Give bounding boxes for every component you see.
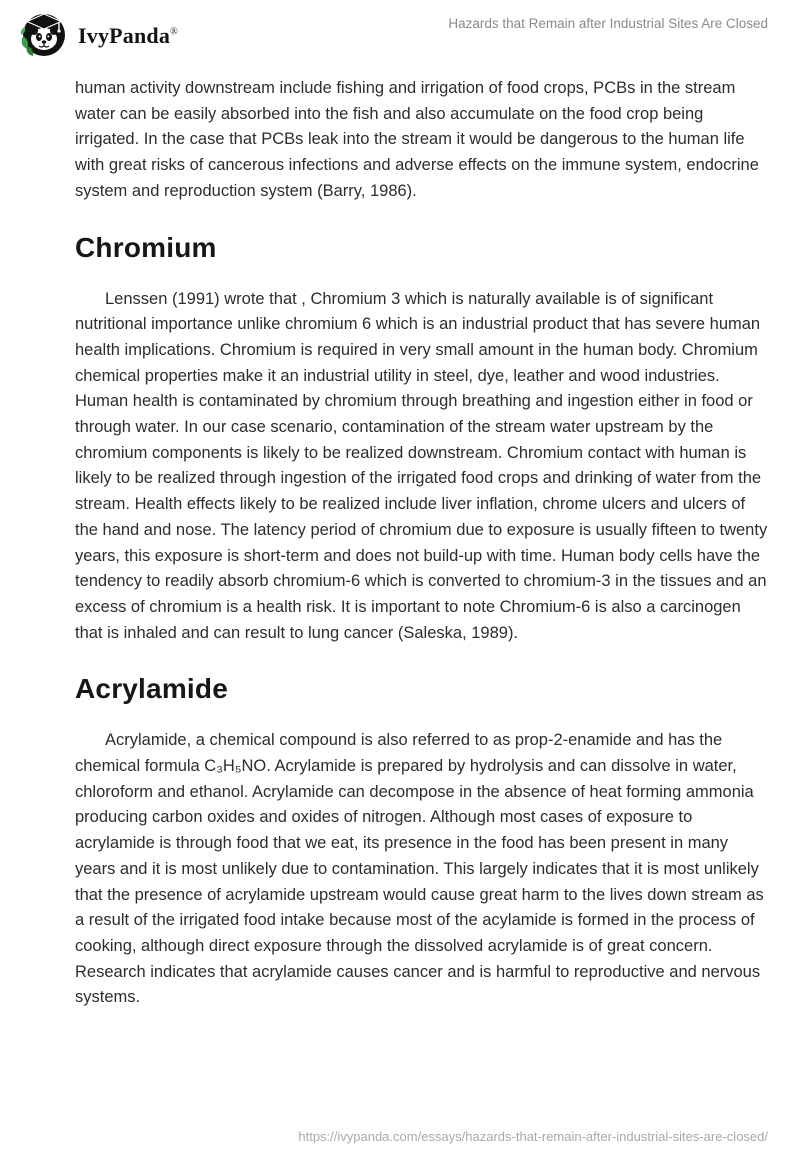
paragraph-acrylamide: Acrylamide, a chemical compound is also referred to as prop-2-enamide and has the chemical formula C₃H₅NO. Acrylamide is prepared by hydrolysis and can dissolve in water, chloroform and ethanol. Acrylamide can decompose in the absence of heat forming ammonia producing carbon oxides and oxides of nitrogen. Although most cases of exposure to acrylamide is through food that we eat, its presence in the food has been present in many years and it is most unlikely due to contamination. This largely indicates that it is most unlikely that the presence of acrylamide upstream would cause great harm to the lives down stream as a result of the irrigated food intake because most of the acylamide is formed in the process of cooking, although direct exposure through the dissolved acrylamide is of great concern. Research indicates that acrylamide causes cancer and is harmful to reproductive and nervous systems. [75,731,764,1007]
paragraph-chromium: Lenssen (1991) wrote that , Chromium 3 which is naturally available is of significant nutritional importance unlike chromium 6 which is an industrial product that has severe human health implications. Chromium is required in very small amount in the human body. Chromium chemical properties make it an industrial utility in steel, dye, leather and wood industries. Human health is contaminated by chromium through breathing and ingestion either in food or through water. In our case scenario, contamination of the stream water upstream by the chromium components is likely to be realized downstream. Chromium contact with human is likely to be realized through ingestion of the irrigated food crops and drinking of water from the stream. Health effects likely to be realized include liver inflation, chrome ulcers and ulcers of the hand and nose. The latency period of chromium due to exposure is usually fifteen to twenty years, this exposure is short-term and does not build-up with time. Human body cells have the tendency to readily absorb chromium-6 which is converted to chromium-3 in the tissues and an excess of chromium is a health risk. It is important to note Chromium-6 is also a carcinogen that is inhaled and can result to lung cancer (Saleska, 1989). [75,289,768,642]
heading-acrylamide: Acrylamide [75,673,228,705]
page-header [0,0,800,62]
essay-content [0,62,800,1011]
brand-name: IvyPanda® [78,22,178,48]
document-title: Hazards that Remain after Industrial Sites Are Closed [448,16,768,31]
source-url-link[interactable]: https://ivypanda.com/essays/hazards-that-remain-after-industrial-sites-are-closed/ [298,1129,768,1144]
registered-mark: ® [170,26,178,38]
heading-chromium: Chromium [75,231,217,263]
paragraph-pcbs: human activity downstream include fishing and irrigation of food crops, PCBs in the stream water can be easily absorbed into the fish and also accumulate on the food crop being irrigated. In the case that PCBs leak into the stream it would be dangerous to the human life with great risks of cancerous infections and adverse effects on the immune system, endocrine system and reproduction system (Barry, 1986). [75,79,759,200]
ivypanda-logo[interactable] [18,8,178,63]
ivypanda-panda-icon [18,8,68,63]
